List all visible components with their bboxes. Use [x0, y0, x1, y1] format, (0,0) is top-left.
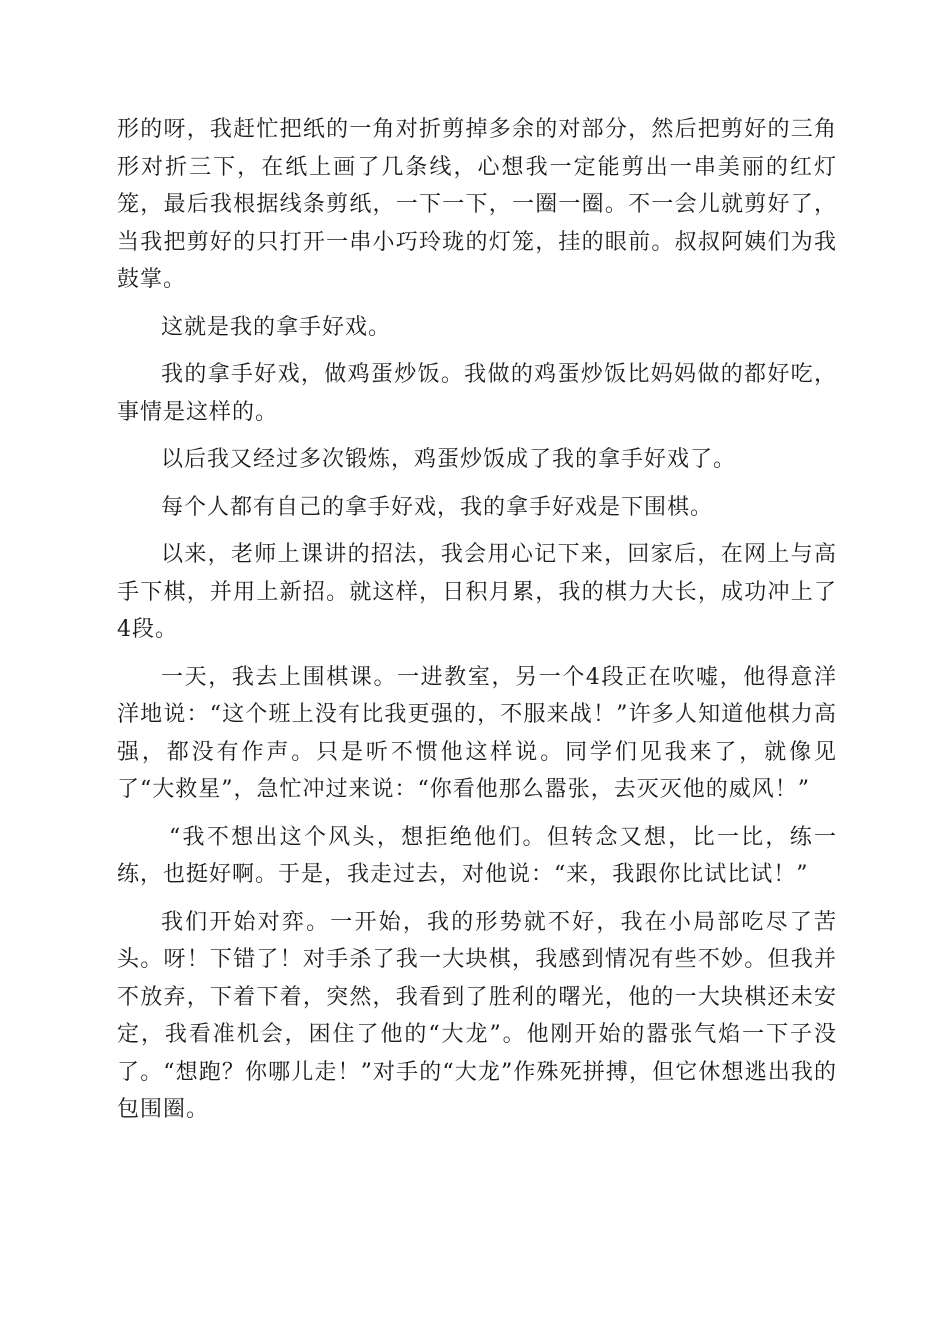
paragraph-fried-rice-practice: 以后我又经过多次锻炼，鸡蛋炒饭成了我的拿手好戏了。: [161, 447, 737, 472]
paragraph-go-class: 一天，我去上围棋课。一进教室，另一个4段正在吹嘘，他得意洋洋地说：“这个班上没有比我更强的，不服来战！”许多人知道他棋力高强，都没有作声。只是听不惯他这样说。同学们见我来了，就像见了“大救星”，急忙冲过来说：“你看他那么嚣张，去灭灭他的威风！”: [117, 664, 837, 802]
document-body: [117, 111, 837, 1139]
paragraph-accept-challenge: “我不想出这个风头，想拒绝他们。但转念又想，比一比，练一练，也挺好啊。于是，我走过去，对他说：“来，我跟你比试比试！”: [117, 824, 837, 887]
paragraph-go-intro: 每个人都有自己的拿手好戏，我的拿手好戏是下围棋。: [161, 494, 714, 520]
paragraph-paper-cutting: 形的呀，我赶忙把纸的一角对折剪掉多余的对部分，然后把剪好的三角形对折三下，在纸上画了几条线，心想我一定能剪出一串美丽的红灯笼，最后我根据线条剪纸，一下一下，一圈一圈。不一会儿就剪好了，当我把剪好的只打开一串小巧玲珑的灯笼，挂的眼前。叔叔阿姨们为我鼓掌。: [117, 117, 837, 292]
paragraph-game-play: 我们开始对弈。一开始，我的形势就不好，我在小局部吃尽了苦头。呀！下错了！对手杀了我一大块棋，我感到情况有些不妙。但我并不放弃，下着下着，突然，我看到了胜利的曙光，他的一大块棋还未安定，我看准机会，困住了他的“大龙”。他刚开始的嚣张气焰一下子没了。“想跑？你哪儿走！”对手的“大龙”作殊死拼搏，但它休想逃出我的包围圈。: [117, 909, 837, 1122]
paragraph-go-study: 以来，老师上课讲的招法，我会用心记下来，回家后，在网上与高手下棋，并用上新招。就这样，日积月累，我的棋力大长，成功冲上了4段。: [117, 542, 837, 642]
paragraph-fried-rice-intro: 我的拿手好戏，做鸡蛋炒饭。我做的鸡蛋炒饭比妈妈做的都好吃，事情是这样的。: [117, 362, 837, 425]
paragraph-summary: 这就是我的拿手好戏。: [161, 314, 392, 340]
